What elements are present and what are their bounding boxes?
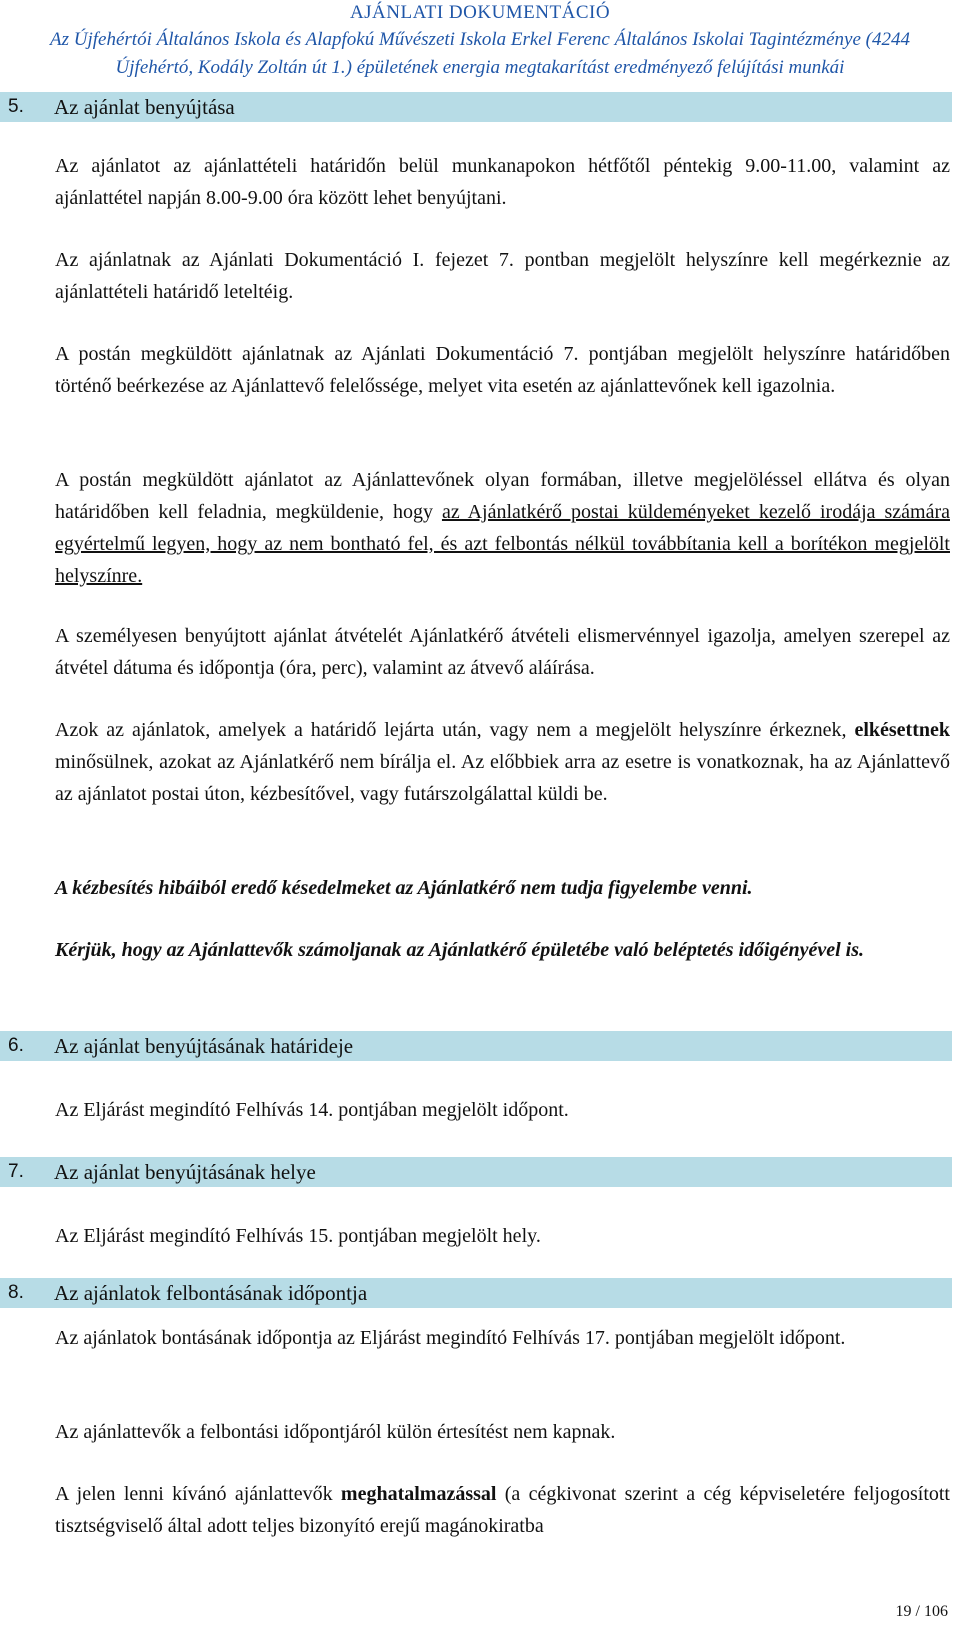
emphasized-paragraph: A kézbesítés hibáiból eredő késedelmeket az Ajánlatkérő nem tudja figyelembe venni. bbox=[55, 877, 753, 899]
paragraph-text: minősülnek, azokat az Ajánlatkérő nem bírálja el. Az előbbiek arra az esetre is vonatkoznak, ha az Ajánlattevő az ajánlatot postai úton, kézbesítővel, vagy futárszolgálattal küldi be. bbox=[55, 751, 950, 805]
paragraph: Az ajánlatnak az Ajánlati Dokumentáció I. fejezet 7. pontban megjelölt helyszínre kell megérkeznie az ajánlattételi határidő leteltéig. bbox=[55, 249, 950, 303]
document-header bbox=[20, 0, 940, 82]
paragraph-text: A jelen lenni kívánó ajánlattevők bbox=[55, 1483, 341, 1505]
section-7-heading bbox=[0, 1157, 952, 1187]
section-8-heading bbox=[0, 1278, 952, 1308]
paragraph: Az ajánlattevők a felbontási időpontjáról külön értesítést nem kapnak. bbox=[55, 1421, 616, 1443]
section-5-heading bbox=[0, 92, 952, 122]
document-subtitle-line-1: Az Újfehértói Általános Iskola és Alapfokú Művészeti Iskola Erkel Ferenc Általános Iskolai Tagintézménye (4244 bbox=[50, 29, 910, 50]
section-title: Az ajánlat benyújtása bbox=[54, 94, 235, 119]
paragraph-text: Azok az ajánlatok, amelyek a határidő lejárta után, vagy nem a megjelölt helyszínre érkeznek, bbox=[55, 719, 855, 741]
paragraph: A postán megküldött ajánlatnak az Ajánlati Dokumentáció 7. pontjában megjelölt helyszínre határidőben történő beérkezése az Ajánlattevő felelőssége, melyet vita esetén az ajánlattevőnek kell igazolnia. bbox=[55, 343, 950, 397]
emphasized-paragraph: Kérjük, hogy az Ajánlattevők számoljanak az Ajánlatkérő épületébe való beléptetés időigényével is. bbox=[55, 939, 865, 961]
page-number: 19 / 106 bbox=[895, 1603, 948, 1620]
bold-term: meghatalmazással bbox=[340, 1483, 497, 1505]
section-number: 6. bbox=[8, 1035, 24, 1056]
section-title: Az ajánlat benyújtásának helye bbox=[54, 1159, 316, 1184]
paragraph-text: A postán megküldött ajánlatot az Ajánlattevőnek olyan formában, illetve megjelöléssel ellátva és olyan határidőben kell feladnia, megküldenie, hogy bbox=[55, 469, 950, 523]
document-subtitle-line-2: Újfehértó, Kodály Zoltán út 1.) épületének energia megtakarítást eredményező felújítási munkái bbox=[115, 57, 845, 78]
section-title: Az ajánlatok felbontásának időpontja bbox=[54, 1280, 368, 1305]
section-number: 7. bbox=[8, 1161, 24, 1182]
paragraph: Az Eljárást megindító Felhívás 15. pontjában megjelölt hely. bbox=[55, 1225, 541, 1247]
underlined-text: az Ajánlatkérő postai küldeményeket kezelő irodája számára egyértelmű legyen, hogy az nem bontható fel, és azt felbontás nélkül továbbítania kell a borítékon megjelölt helyszínre. bbox=[55, 501, 950, 587]
section-number: 5. bbox=[8, 96, 24, 117]
bold-term: elkésettnek bbox=[854, 719, 950, 741]
paragraph-text: (a cégkivonat szerint a cég képviseletére feljogosított tisztségviselő által adott teljes bizonyító erejű magánokiratba bbox=[55, 1483, 950, 1537]
section-title: Az ajánlat benyújtásának határideje bbox=[54, 1033, 354, 1058]
paragraph bbox=[55, 714, 950, 810]
paragraph: Az ajánlatot az ajánlattételi határidőn belül munkanapokon hétfőtől péntekig 9.00-11.00, valamint az ajánlattétel napján 8.00-9.00 óra között lehet benyújtani. bbox=[55, 155, 950, 209]
paragraph bbox=[55, 1478, 950, 1542]
paragraph: Az ajánlatok bontásának időpontja az Eljárást megindító Felhívás 17. pontjában megjelölt időpont. bbox=[55, 1327, 846, 1349]
paragraph: A személyesen benyújtott ajánlat átvételét Ajánlatkérő átvételi elismervénnyel igazolja, amelyen szerepel az átvétel dátuma és időpontja (óra, perc), valamint az átvevő aláírása. bbox=[55, 625, 950, 679]
document-title: AJÁNLATI DOKUMENTÁCIÓ bbox=[349, 2, 611, 23]
section-number: 8. bbox=[8, 1282, 24, 1303]
paragraph bbox=[55, 464, 950, 592]
paragraph: Az Eljárást megindító Felhívás 14. pontjában megjelölt időpont. bbox=[55, 1099, 569, 1121]
section-6-heading bbox=[0, 1031, 952, 1061]
